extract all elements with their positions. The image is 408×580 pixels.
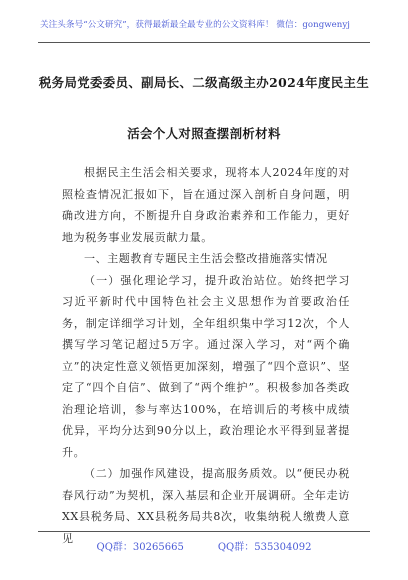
paragraph-theory-study: （一）强化理论学习，提升政治站位。始终把学习习近平新时代中国特色社会主义思想作为首要政治任务，制定详细学习计划，全年组织集中学习12次，个人撰写学习笔记超过5万字。通过深入学习，对“两个确立”的决定性意义领悟更加深刻，增强了“四个意识”、坚定了“四个自信”、做到了“两个维护”。积极参加各类政治理论培训，参与率达100%，在培训后的考核中成绩优异，平均分达到90分以上，政治理论水平得到显著提升。 <box>62 273 350 459</box>
footer-divider <box>38 531 370 532</box>
paragraph-work-style: （二）加强作风建设，提高服务质效。以“便民办税春风行动”为契机，深入基层和企业开展调研。全年走访XX县税务局、XX县税务局共8次，收集纳税人缴费人意见 <box>62 467 350 545</box>
section-heading: 一、主题教育专题民主生活会整改措施落实情况 <box>84 252 328 265</box>
document-body <box>62 162 350 549</box>
header-divider <box>38 42 370 43</box>
qq-group-number-2: 535304092 <box>254 542 312 553</box>
footer-contact <box>0 538 408 553</box>
document-title-line-1: 税务局党委委员、副局长、二级高级主办2024年度民主生 <box>38 75 370 90</box>
qq-group-label-2: QQ群： <box>217 542 255 553</box>
header-notice: 关注头条号“公文研究”，获得最新最全最专业的公文资料库！ 微信：gongwenyj <box>40 20 350 30</box>
paragraph-intro: 根据民主生活会相关要求，现将本人2024年度的对照检查情况汇报如下，旨在通过深入剖析自身问题，明确改进方向，不断提升自身政治素养和工作能力，更好地为税务事业发展贡献力量。 <box>62 166 350 244</box>
qq-group-number-1: 30265665 <box>132 542 184 553</box>
qq-group-label-1: QQ群： <box>96 542 133 553</box>
document-title-line-2: 活会个人对照查摆剖析材料 <box>127 126 281 141</box>
